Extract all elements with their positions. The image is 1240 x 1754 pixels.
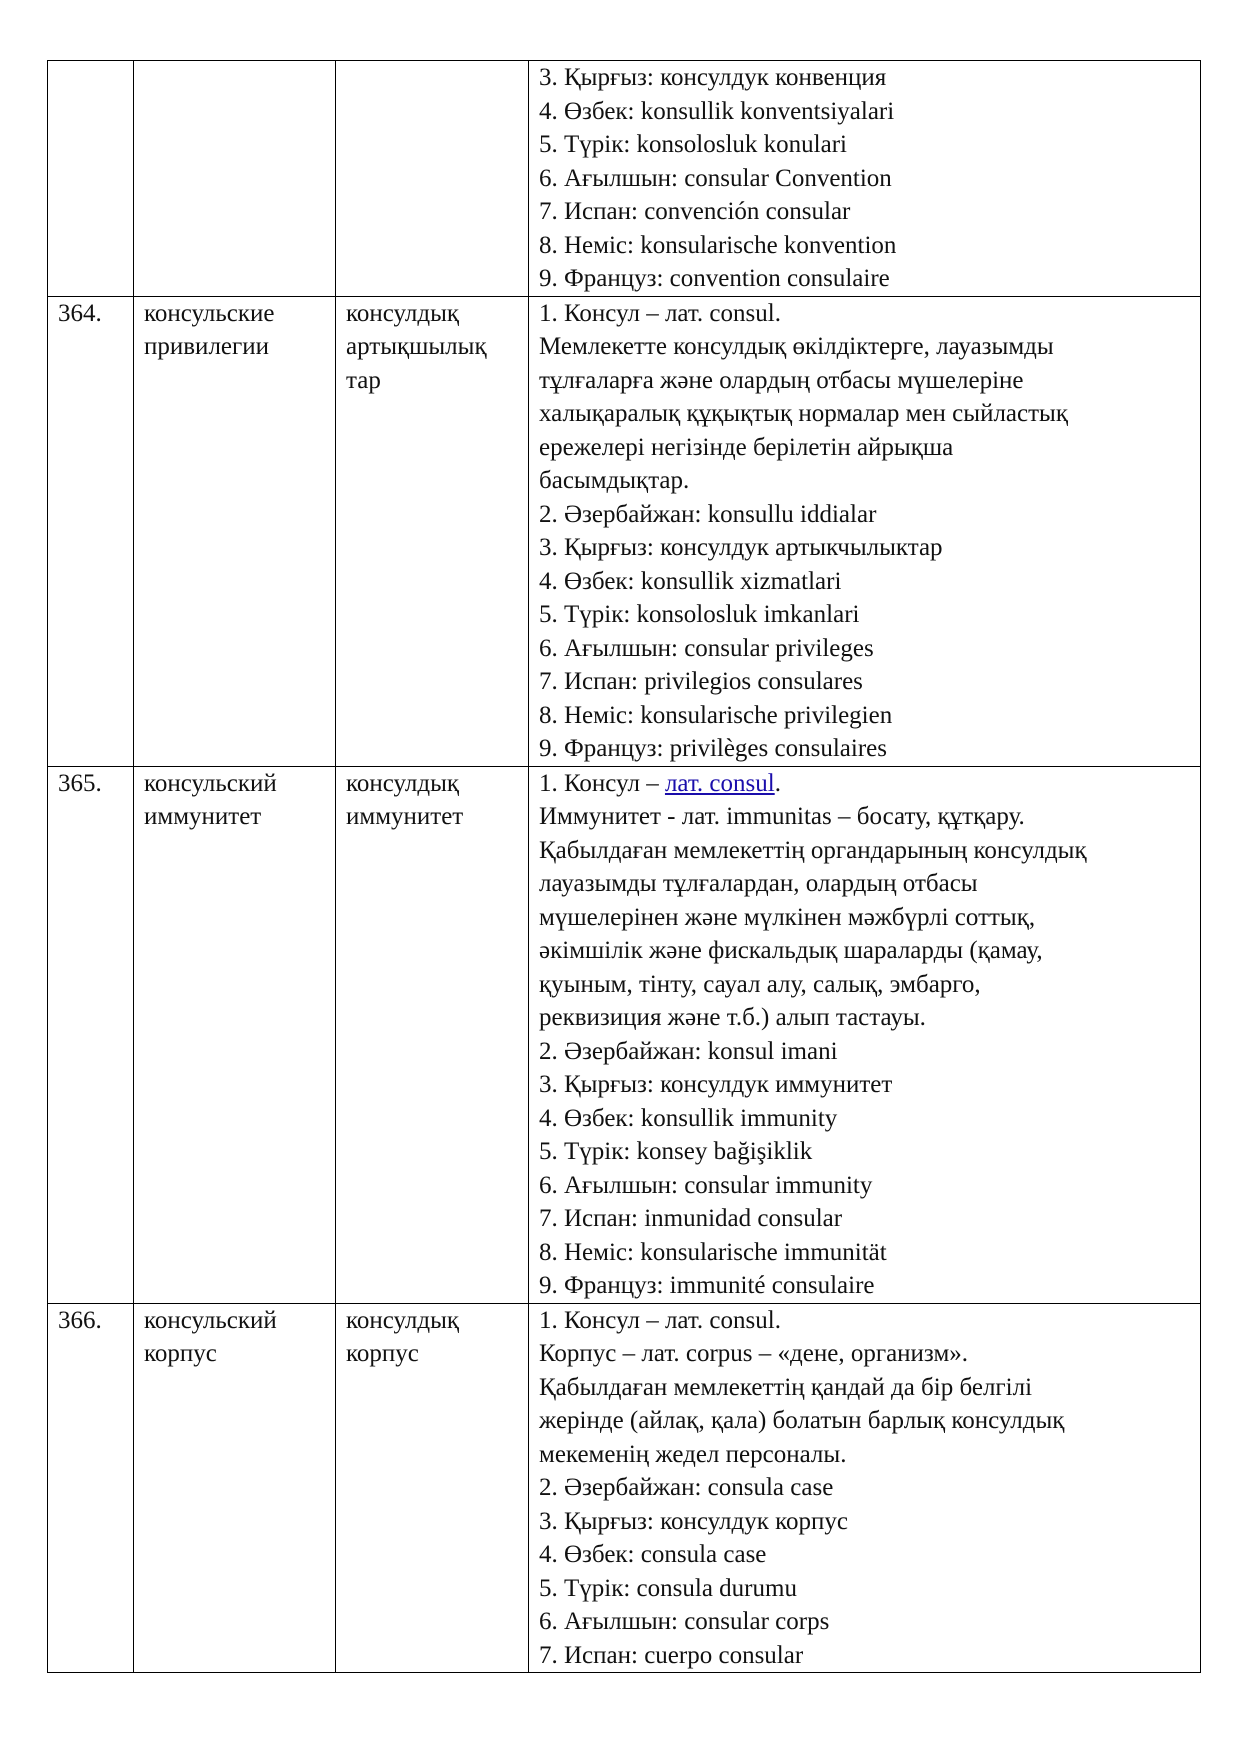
definition-line: жерінде (айлақ, қала) болатын барлық консулдық xyxy=(539,1407,1065,1434)
definition-line: 4. Өзбек: konsullik immunity xyxy=(539,1104,838,1132)
entry-number: 366. xyxy=(48,1303,134,1673)
table-row xyxy=(48,1303,1201,1673)
definition-line: 1. Консул – лат. consul. xyxy=(539,299,781,327)
kazakh-term xyxy=(336,61,529,297)
glossary-table xyxy=(47,60,1201,1673)
definition-line: 2. Әзербайжан: consula case xyxy=(539,1474,834,1501)
definition-line: 7. Испан: convención consular xyxy=(539,198,851,225)
table-row xyxy=(48,296,1201,766)
russian-term xyxy=(134,61,336,297)
definition-line: 8. Неміс: konsularische privilegien xyxy=(539,701,893,729)
definition-line: 2. Әзербайжан: konsul imani xyxy=(539,1037,838,1065)
definition-line: 4. Өзбек: consula case xyxy=(539,1541,767,1568)
definition-line: Корпус – лат. corpus – «дене, организм». xyxy=(539,1340,969,1367)
entry-number: 365. xyxy=(48,766,134,1303)
definition-line: 8. Неміс: konsularische immunität xyxy=(539,1238,887,1266)
kazakh-term: консулдық иммунитет xyxy=(336,766,529,1303)
definition-line: Иммунитет - лат. immunitas – босату, құтқару. xyxy=(539,803,1025,830)
definition-line: 6. Ағылшын: consular privileges xyxy=(539,634,874,662)
definition-cell xyxy=(529,296,1201,766)
definition-line: 7. Испан: privilegios consulares xyxy=(539,668,863,695)
kazakh-term: консулдық артықшылық тар xyxy=(336,296,529,766)
definition-line: 6. Ағылшын: consular Convention xyxy=(539,164,892,192)
definition-line: 8. Неміс: konsularische konvention xyxy=(539,231,897,259)
definition-line: лауазымды тұлғалардан, олардың отбасы xyxy=(539,870,978,897)
definition-line xyxy=(539,767,1192,801)
definition-line: 3. Қырғыз: консулдук корпус xyxy=(539,1507,848,1535)
russian-term: консульские привилегии xyxy=(134,296,336,766)
definition-line: Мемлекетте консулдық өкілдіктерге, лауазымды xyxy=(539,333,1054,360)
definition-line: 7. Испан: cuerpo consular xyxy=(539,1641,804,1669)
definition-line: ережелері негізінде берілетін айрықша xyxy=(539,433,954,461)
etymology-link[interactable]: лат. consul xyxy=(664,769,775,797)
definition-line: 3. Қырғыз: консулдук артыкчылыктар xyxy=(539,534,943,561)
entry-number xyxy=(48,61,134,297)
definition-cell xyxy=(529,61,1201,297)
definition-line: мекеменің жедел персоналы. xyxy=(539,1440,847,1468)
table-row xyxy=(48,61,1201,297)
definition-line: Қабылдаған мемлекеттің органдарының консулдық xyxy=(539,836,1087,864)
definition-line: мүшелерінен және мүлкінен мәжбүрлі соттық, xyxy=(539,903,1036,931)
definition-line: 3. Қырғыз: консулдук конвенция xyxy=(539,64,887,91)
definition-line: 4. Өзбек: konsullik xizmatlari xyxy=(539,567,842,595)
definition-cell xyxy=(529,766,1201,1303)
definition-line: 9. Француз: convention consulaire xyxy=(539,265,890,292)
definition-line: қуыным, тінту, сауал алу, салық, эмбарго, xyxy=(539,970,981,998)
entry-number: 364. xyxy=(48,296,134,766)
definition-line: 1. Консул – лат. consul. xyxy=(539,1306,781,1334)
definition-cell xyxy=(529,1303,1201,1673)
definition-line: 2. Әзербайжан: konsullu iddialar xyxy=(539,500,877,528)
definition-prefix: 1. Консул – xyxy=(539,769,665,797)
russian-term: консульский корпус xyxy=(134,1303,336,1673)
definition-line: 6. Ағылшын: consular immunity xyxy=(539,1171,873,1199)
definition-line: әкімшілік және фискальдық шараларды (қамау, xyxy=(539,937,1043,964)
definition-line: тұлғаларға және олардың отбасы мүшелеріне xyxy=(539,366,1024,394)
definition-suffix: . xyxy=(774,769,781,797)
definition-line: реквизиция және т.б.) алып тастауы. xyxy=(539,1004,926,1031)
russian-term: консульский иммунитет xyxy=(134,766,336,1303)
definition-line: 5. Түрік: konsolosluk imkanlari xyxy=(539,601,860,628)
definition-line: 5. Түрік: consula durumu xyxy=(539,1574,797,1602)
definition-line: 5. Түрік: konsey bağişiklik xyxy=(539,1138,813,1165)
definition-line: басымдықтар. xyxy=(539,467,690,494)
definition-line: 3. Қырғыз: консулдук иммунитет xyxy=(539,1071,893,1098)
definition-line: 5. Түрік: konsolosluk konulari xyxy=(539,131,847,158)
definition-line: 4. Өзбек: konsullik konventsiyalari xyxy=(539,97,895,125)
definition-line: 9. Француз: privilèges consulaires xyxy=(539,735,887,762)
kazakh-term: консулдық корпус xyxy=(336,1303,529,1673)
definition-line: халықаралық құқықтық нормалар мен сыйластық xyxy=(539,400,1068,427)
definition-line: 9. Француз: immunité consulaire xyxy=(539,1272,875,1299)
definition-line: 7. Испан: inmunidad consular xyxy=(539,1205,843,1232)
definition-line: Қабылдаған мемлекеттің қандай да бір белгілі xyxy=(539,1373,1033,1401)
definition-line: 6. Ағылшын: consular corps xyxy=(539,1608,830,1635)
table-row xyxy=(48,766,1201,1303)
